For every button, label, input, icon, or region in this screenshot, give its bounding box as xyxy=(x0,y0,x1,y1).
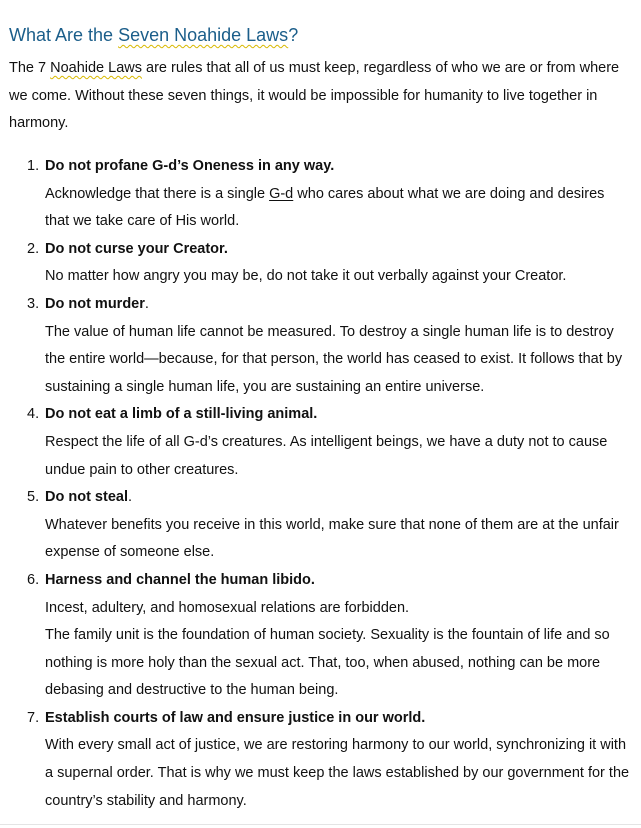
intro-paragraph xyxy=(9,55,629,138)
law-item-1 xyxy=(27,153,630,236)
section-heading xyxy=(9,22,298,48)
heading-prefix: What Are the xyxy=(9,25,119,45)
law-description: Whatever benefits you receive in this world, make sure that none of them are at the unfair expense of someone else. xyxy=(45,516,619,561)
law-description: No matter how angry you may be, do not take it out verbally against your Creator. xyxy=(45,268,567,285)
bottom-divider xyxy=(0,824,641,825)
law-number: 3. xyxy=(27,295,40,312)
law-number: 2. xyxy=(27,240,40,257)
heading-suffix: ? xyxy=(288,25,299,45)
law-item-3 xyxy=(27,291,630,401)
law-item-4 xyxy=(27,401,630,484)
law-number: 1. xyxy=(27,158,40,174)
law-description: Respect the life of all G-d’s creatures. As intelligent beings, we have a duty not to cause undue pain to other creatures. xyxy=(45,433,608,478)
law-description: Acknowledge that there is a single G-d who cares about what we are doing and desires that we take care of His world. xyxy=(45,185,605,230)
law-description: The value of human life cannot be measured. To destroy a single human life is to destroy the entire world—because, for that person, the world has ceased to exist. It follows that by sustaining a single human life, you are sustaining an entire universe. xyxy=(45,323,623,395)
law-number: 6. xyxy=(27,571,40,588)
g-d-underlined: G-d xyxy=(269,185,294,202)
law-title: Do not curse your Creator. xyxy=(45,240,228,257)
law-item-5 xyxy=(27,484,630,567)
law-item-6 xyxy=(27,567,630,705)
law-title: Do not murder. xyxy=(45,295,149,312)
law-description: Incest, adultery, and homosexual relations are forbidden. xyxy=(45,599,410,616)
law-number: 5. xyxy=(27,489,40,506)
law-description: With every small act of justice, we are restoring harmony to our world, synchronizing it with a supernal order. That is why we must keep the laws established by our government for the country’s stability and harmony. xyxy=(45,737,630,809)
law-title: Do not steal. xyxy=(45,489,133,506)
law-title: Do not profane G-d’s Oneness in any way. xyxy=(45,158,335,174)
laws-list xyxy=(27,153,630,815)
law-title: Do not eat a limb of a still-living animal. xyxy=(45,406,318,423)
law-title: Establish courts of law and ensure justice in our world. xyxy=(45,709,426,726)
heading-link-seven-noahide-laws[interactable]: Seven Noahide Laws xyxy=(118,25,289,45)
law-title: Harness and channel the human libido. xyxy=(45,571,315,588)
law-number: 4. xyxy=(27,406,40,423)
intro-link-noahide-laws[interactable]: Noahide Laws xyxy=(50,60,143,76)
law-number: 7. xyxy=(27,709,40,726)
law-description-continued: The family unit is the foundation of human society. Sexuality is the fountain of life and so nothing is more holy than the sexual act. That, too, when abused, nothing can be more debasing and destructive to the human being. xyxy=(45,627,610,699)
law-item-2 xyxy=(27,236,630,291)
law-item-7 xyxy=(27,705,630,815)
intro-text-before: The 7 xyxy=(9,60,51,76)
intro-text-after: are rules that all of us must keep, regardless of who we are or from where we come. Without these seven things, it would be impossible for humanity to live together in harmony. xyxy=(9,60,620,132)
